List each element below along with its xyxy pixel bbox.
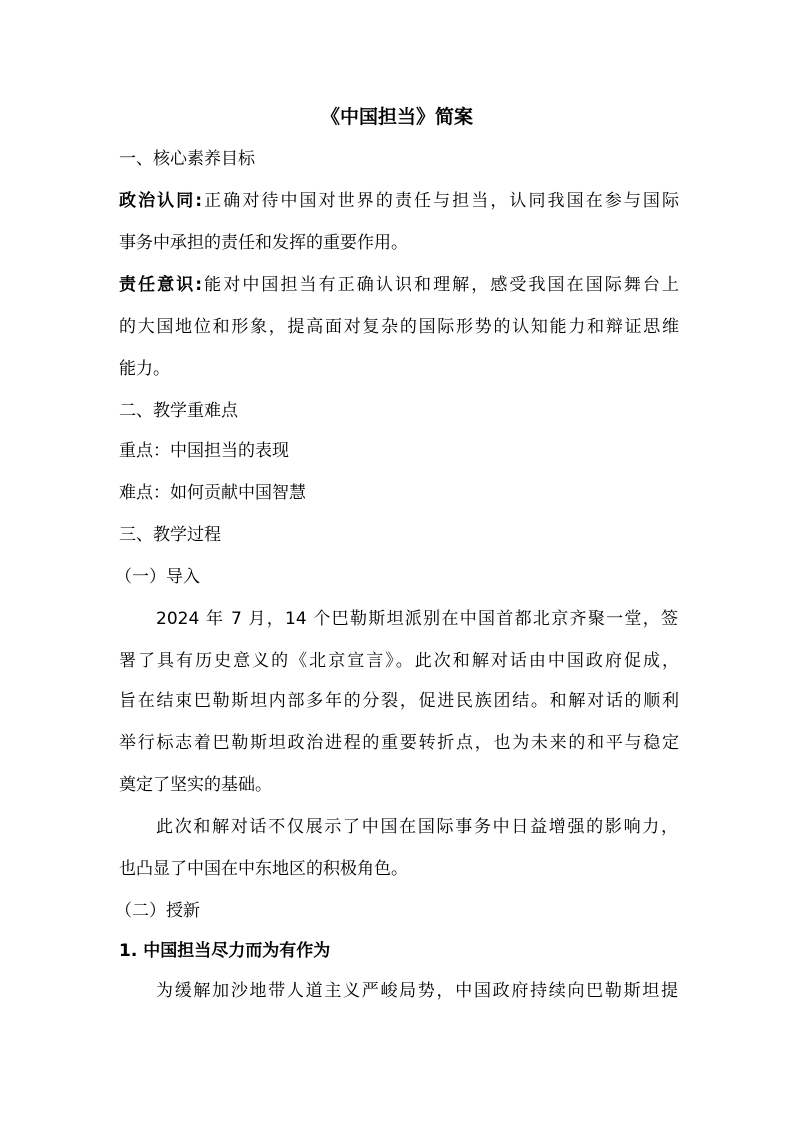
intro-paragraph-line-4: 举行标志着巴勒斯坦政治进程的重要转折点，也为未来的和平与稳定 xyxy=(119,733,679,753)
objective-political-text-1: 正确对待中国对世界的责任与担当，认同我国在参与国际 xyxy=(202,191,679,211)
objective-responsibility-line-1 xyxy=(119,274,679,296)
objective-political-line-2: 事务中承担的责任和发挥的重要作用。 xyxy=(119,233,408,253)
objective-responsibility-line-2: 的大国地位和形象，提高面对复杂的国际形势的认知能力和辩证思维 xyxy=(119,317,679,337)
difficult-point: 难点：如何贡献中国智慧 xyxy=(119,483,306,503)
point-heading-1: 1. 中国担当尽力而为有作为 xyxy=(119,941,331,961)
document-title: 《中国担当》简案 xyxy=(320,106,473,128)
intro-paragraph2-line-2: 也凸显了中国在中东地区的积极角色。 xyxy=(119,859,408,879)
intro-paragraph2-line-1: 此次和解对话不仅展示了中国在国际事务中日益增强的影响力， xyxy=(156,817,678,837)
intro-paragraph-line-2: 署了具有历史意义的《北京宣言》。此次和解对话由中国政府促成， xyxy=(119,651,679,671)
section-heading-process: 三、教学过程 xyxy=(119,525,221,545)
intro-paragraph-line-5: 奠定了坚实的基础。 xyxy=(119,775,272,795)
intro-paragraph-line-3: 旨在结束巴勒斯坦内部多年的分裂，促进民族团结。和解对话的顺利 xyxy=(119,691,679,711)
objective-responsibility-line-3: 能力。 xyxy=(119,359,170,379)
subsection-heading-new-content: （二）授新 xyxy=(115,901,200,921)
section-heading-key-points: 二、教学重难点 xyxy=(119,401,238,421)
objective-responsibility-label: 责任意识: xyxy=(119,275,203,295)
subsection-heading-intro: （一）导入 xyxy=(115,567,200,587)
objective-responsibility-text-1: 能对中国担当有正确认识和理解，感受我国在国际舞台上 xyxy=(202,275,679,295)
section-heading-objectives: 一、核心素养目标 xyxy=(119,149,255,169)
key-point: 重点：中国担当的表现 xyxy=(119,441,289,461)
point1-paragraph-line-1: 为缓解加沙地带人道主义严峻局势，中国政府持续向巴勒斯坦提 xyxy=(156,981,678,1001)
objective-political-line-1 xyxy=(119,190,679,212)
objective-political-label: 政治认同: xyxy=(119,191,203,211)
intro-paragraph-line-1: 2024 年 7 月，14 个巴勒斯坦派别在中国首都北京齐聚一堂，签 xyxy=(156,609,678,629)
